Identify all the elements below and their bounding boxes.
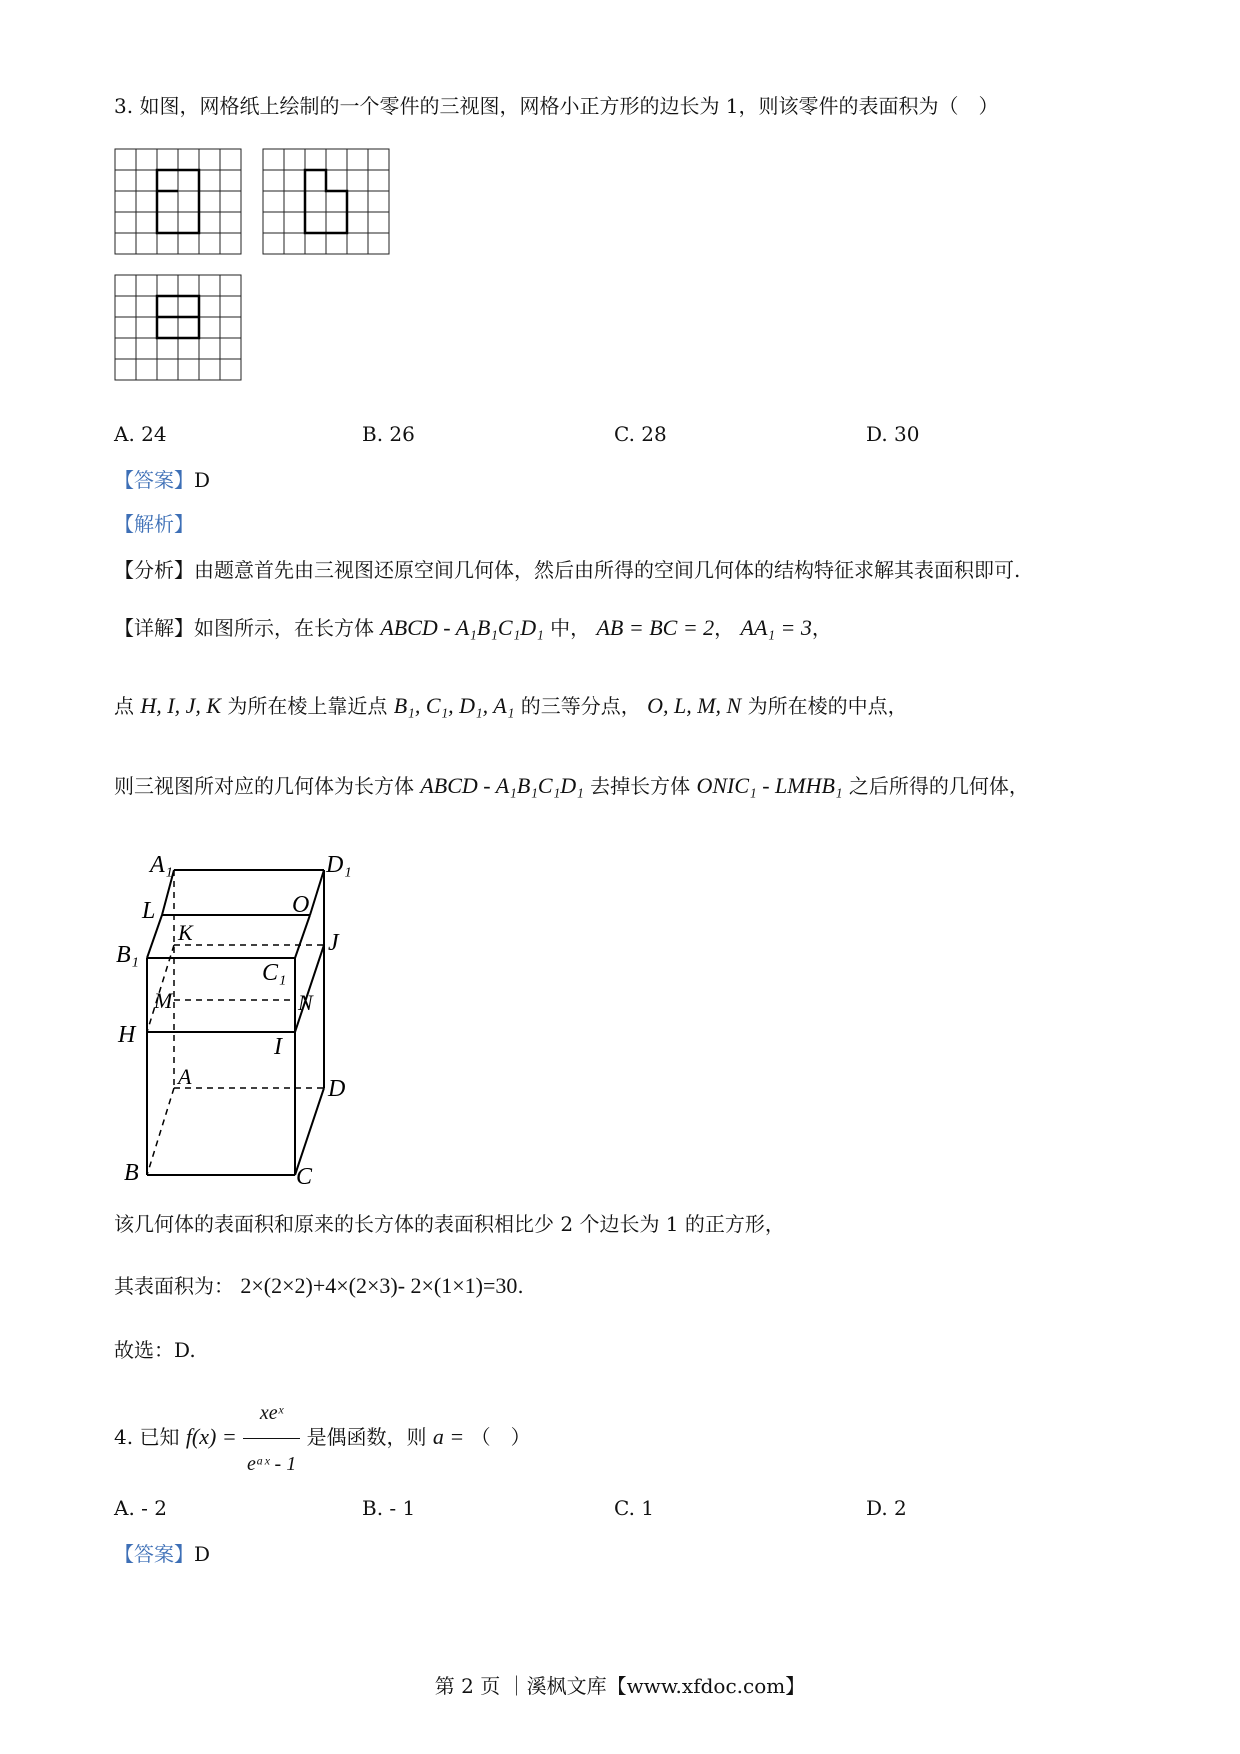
label-j: J <box>328 930 339 956</box>
label-o: O <box>292 892 310 918</box>
q4-frac-numerator: xeˣ <box>243 1388 300 1439</box>
q4-option-b[interactable]: B. - 1 <box>362 1496 416 1520</box>
p3-math-removed-cuboid: ONIC₁ - LMHB₁ <box>696 773 843 798</box>
analysis-fenxi: 【分析】由题意首先由三视图还原空间几何体，然后由所得的空间几何体的结构特征求解其表面积即可. <box>114 558 1021 582</box>
label-d1: D₁ <box>326 852 352 878</box>
p3-math-cuboid: ABCD - A₁B₁C₁D₁ <box>420 773 584 798</box>
p2-mid-1: 为所在棱上靠近点 <box>227 694 388 718</box>
top-view-grid <box>114 274 244 384</box>
detail-end: ， <box>811 616 832 640</box>
q3-option-b[interactable]: B. 26 <box>362 422 415 446</box>
detail-line-4: 该几何体的表面积和原来的长方体的表面积相比少 2 个边长为 1 的正方形， <box>114 1212 785 1236</box>
answer-value: D <box>194 468 211 492</box>
p2-math-b1c1d1a1: B₁, C₁, D₁, A₁ <box>393 693 515 718</box>
q4-var-a: a = <box>432 1424 465 1449</box>
analysis-tag: 【解析】 <box>114 512 194 536</box>
q4-answer-tag: 【答案】 <box>114 1542 194 1566</box>
q3-option-d[interactable]: D. 30 <box>866 422 920 446</box>
q3-stem: 3. 如图，网格纸上绘制的一个零件的三视图，网格小正方形的边长为 1，则该零件的表面积为（ ） <box>114 94 999 118</box>
conclusion: 故选：D. <box>114 1338 196 1362</box>
label-b: B <box>124 1160 139 1185</box>
detail-line-3 <box>114 772 1029 800</box>
q4-frac-denominator: eᵃˣ - 1 <box>247 1453 297 1475</box>
q4-option-a[interactable]: A. - 2 <box>114 1496 167 1520</box>
q4-prefix: 4. 已知 <box>114 1425 180 1449</box>
detail-prefix: 【详解】如图所示，在长方体 <box>114 616 374 640</box>
q4-answer-line <box>114 1540 210 1568</box>
label-c: C <box>296 1164 313 1185</box>
front-view-grid <box>114 148 244 258</box>
p5-end: . <box>517 1274 524 1298</box>
detail-mid-1: 中， <box>550 616 591 640</box>
q4-option-d[interactable]: D. 2 <box>866 1496 907 1520</box>
label-c1: C₁ <box>262 960 287 986</box>
p3-end: 之后所得的几何体， <box>848 774 1029 798</box>
label-n: N <box>298 990 313 1015</box>
detail-mid-2: ， <box>714 616 735 640</box>
p2-mid-2: 的三等分点， <box>520 694 641 718</box>
label-d: D <box>328 1076 346 1102</box>
label-m: M <box>154 988 173 1013</box>
p5-prefix: 其表面积为： <box>114 1274 234 1298</box>
answer-tag: 【答案】 <box>114 468 194 492</box>
p3-prefix: 则三视图所对应的几何体为长方体 <box>114 774 414 798</box>
label-k: K <box>178 920 193 945</box>
label-l: L <box>142 898 156 924</box>
p2-math-hijk: H, I, J, K <box>140 693 222 718</box>
label-b1: B₁ <box>116 942 140 968</box>
label-i: I <box>274 1034 282 1060</box>
detail-line-2 <box>114 692 908 720</box>
label-a1: A₁ <box>150 852 174 878</box>
q4-option-c[interactable]: C. 1 <box>614 1496 655 1520</box>
detail-math-aa1: AA₁ = 3 <box>740 615 812 640</box>
detail-math-ab-bc: AB = BC = 2 <box>596 615 715 640</box>
cuboid-figure <box>110 845 370 1185</box>
q4-end: （ ） <box>470 1425 531 1449</box>
page-footer: 第 2 页 ｜溪枫文库【www.xfdoc.com】 <box>434 1674 806 1698</box>
q3-option-a[interactable]: A. 24 <box>114 422 167 446</box>
p2-math-olmn: O, L, M, N <box>647 693 742 718</box>
q4-answer-value: D <box>194 1542 211 1566</box>
detail-line-1 <box>114 614 832 642</box>
q4-stem <box>114 1388 531 1489</box>
surface-area-formula: 2×(2×2)+4×(2×3)- 2×(1×1)=30 <box>240 1273 518 1298</box>
label-h: H <box>118 1022 136 1048</box>
p3-mid: 去掉长方体 <box>590 774 691 798</box>
q4-f-lhs: f(x) = <box>185 1424 237 1449</box>
q4-mid: 是偶函数，则 <box>306 1425 427 1449</box>
q3-answer-line <box>114 466 210 494</box>
side-view-grid <box>262 148 392 258</box>
p2-prefix: 点 <box>114 694 134 718</box>
detail-line-5 <box>114 1272 524 1300</box>
p2-end: 为所在棱的中点， <box>747 694 908 718</box>
detail-math-cuboid: ABCD - A₁B₁C₁D₁ <box>380 615 544 640</box>
label-a: A <box>178 1064 192 1089</box>
q4-fraction <box>243 1388 300 1489</box>
q3-option-c[interactable]: C. 28 <box>614 422 667 446</box>
